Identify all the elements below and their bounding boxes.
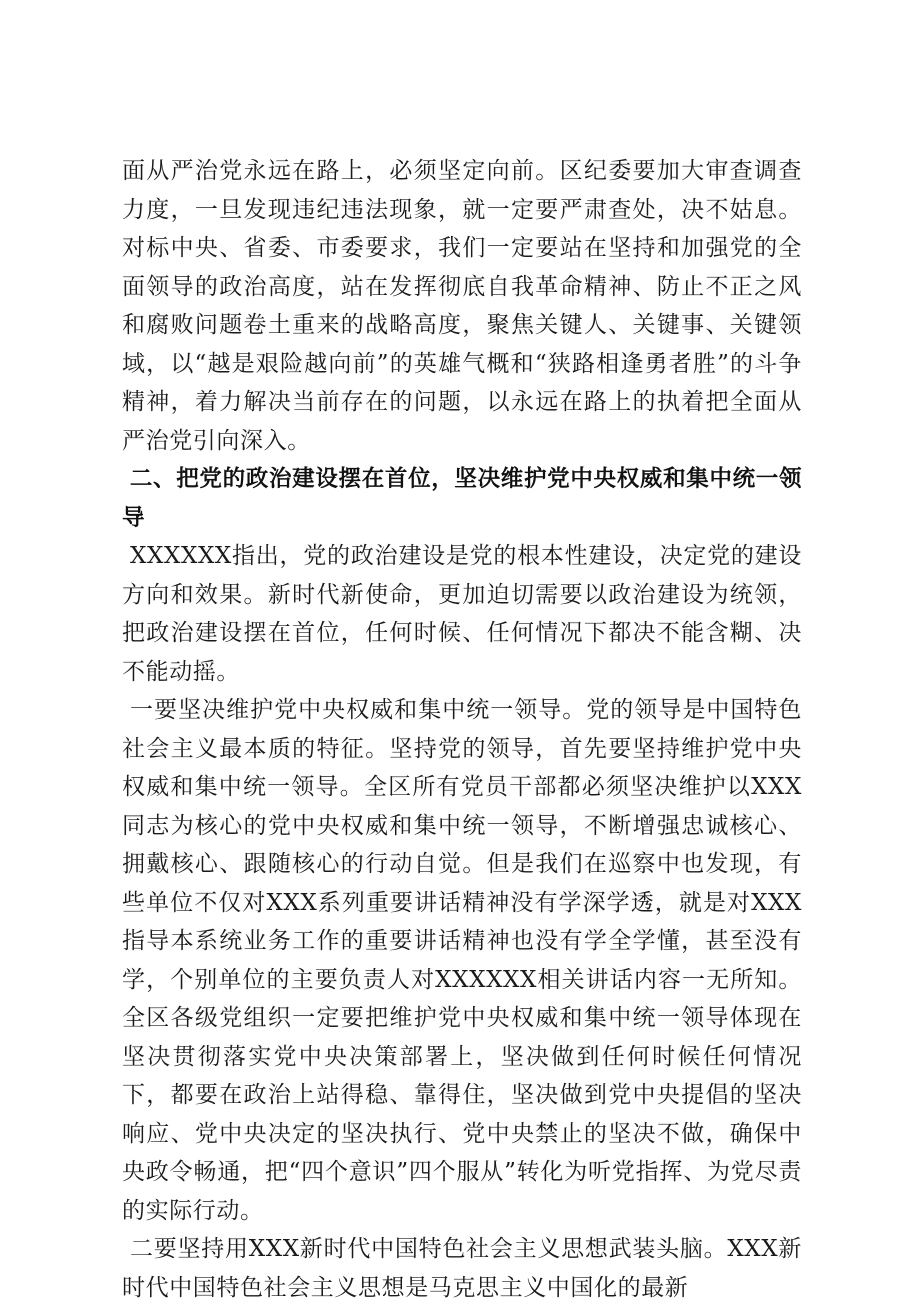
paragraph-continuation: 面从严治党永远在路上，必须坚定向前。区纪委要加大审查调查力度，一旦发现违纪违法现象，就一定要严肃查处，决不姑息。对标中央、省委、市委要求，我们一定要站在坚持和加强党的全面领导的政治高度，站在发挥彻底自我革命精神、防止不正之风和腐败问题卷土重来的战略高度，聚焦关键人、关键事、关键领域，以“越是艰险越向前”的英雄气概和“狭路相逢勇者胜”的斗争精神，着力解决当前存在的问题，以永远在路上的执着把全面从严治党引向深入。	[122, 158, 802, 454]
document-body	[122, 152, 802, 1307]
paragraph-intro: XXXXXX指出，党的政治建设是党的根本性建设，决定党的建设方向和效果。新时代新使命，更加迫切需要以政治建设为统领，把政治建设摆在首位，任何时候、任何情况下都决不能含糊、决不能动摇。	[122, 543, 802, 685]
paragraph-point-one: 一要坚决维护党中央权威和集中统一领导。党的领导是中国特色社会主义最本质的特征。坚持党的领导，首先要坚持维护党中央权威和集中统一领导。全区所有党员干部都必须坚决维护以XXX同志为核心的党中央权威和集中统一领导，不断增强忠诚核心、拥戴核心、跟随核心的行动自觉。但是我们在巡察中也发现，有些单位不仅对XXX系列重要讲话精神没有学深学透，就是对XXX指导本系统业务工作的重要讲话精神也没有学全学懂，甚至没有学，个别单位的主要负责人对XXXXXX相关讲话内容一无所知。全区各级党组织一定要把维护党中央权威和集中统一领导体现在坚决贯彻落实党中央决策部署上，坚决做到任何时候任何情况下，都要在政治上站得稳、靠得住，坚决做到党中央提倡的坚决响应、党中央决定的坚决执行、党中央禁止的坚决不做，确保中央政令畅通，把“四个意识”四个服从”转化为听党指挥、为党尽责的实际行动。	[122, 697, 802, 1224]
paragraph-point-two: 二要坚持用XXX新时代中国特色社会主义思想武装头脑。XXX新时代中国特色社会主义思想是马克思主义中国化的最新	[122, 1236, 802, 1301]
section-heading: 二、把党的政治建设摆在首位，坚决维护党中央权威和集中统一领导	[122, 466, 802, 531]
